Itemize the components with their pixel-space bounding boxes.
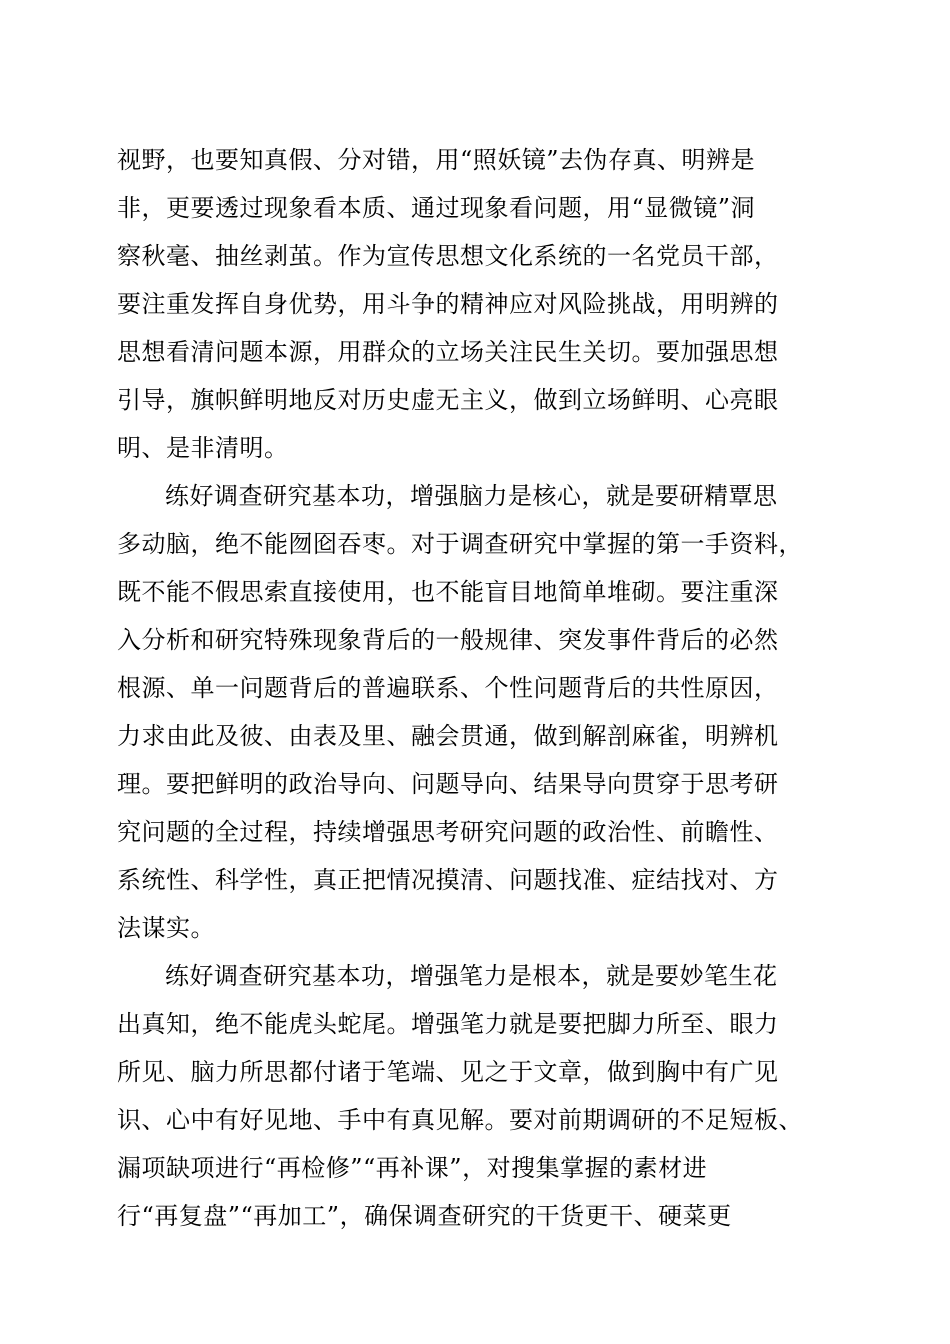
text-line: 识、心中有好见地、手中有真见解。要对前期调研的不足短板、 <box>117 1106 803 1134</box>
text-line: 出真知，绝不能虎头蛇尾。增强笔力就是要把脚力所至、眼力 <box>117 1010 779 1038</box>
text-line: 明、是非清明。 <box>117 434 289 462</box>
text-line: 漏项缺项进行“再检修”“再补课”，对搜集掌握的素材进 <box>117 1154 708 1182</box>
text-line: 入分析和研究特殊现象背后的一般规律、突发事件背后的必然 <box>117 626 779 654</box>
text-line: 根源、单一问题背后的普遍联系、个性问题背后的共性原因， <box>117 674 779 702</box>
text-line: 所见、脑力所思都付诸于笔端、见之于文章，做到胸中有广见 <box>117 1058 779 1086</box>
text-line: 察秋毫、抽丝剥茧。作为宣传思想文化系统的一名党员干部， <box>117 242 779 270</box>
paragraph-first-line: 练好调查研究基本功，增强脑力是核心，就是要研精覃思 <box>165 482 778 510</box>
text-line: 视野，也要知真假、分对错，用“照妖镜”去伪存真、明辨是 <box>117 146 756 174</box>
text-line: 理。要把鲜明的政治导向、问题导向、结果导向贯穿于思考研 <box>117 770 779 798</box>
text-line: 非，更要透过现象看本质、通过现象看问题，用“显微镜”洞 <box>117 194 756 222</box>
text-line: 思想看清问题本源，用群众的立场关注民生关切。要加强思想 <box>117 338 779 366</box>
text-line: 究问题的全过程，持续增强思考研究问题的政治性、前瞻性、 <box>117 818 779 846</box>
text-line: 法谋实。 <box>117 914 215 942</box>
text-line: 既不能不假思索直接使用，也不能盲目地简单堆砌。要注重深 <box>117 578 779 606</box>
text-line: 力求由此及彼、由表及里、融会贯通，做到解剖麻雀，明辨机 <box>117 722 779 750</box>
text-line: 引导，旗帜鲜明地反对历史虚无主义，做到立场鲜明、心亮眼 <box>117 386 779 414</box>
paragraph-first-line: 练好调查研究基本功，增强笔力是根本，就是要妙笔生花 <box>165 962 778 990</box>
text-line: 行“再复盘”“再加工”，确保调查研究的干货更干、硬菜更 <box>117 1202 732 1230</box>
text-line: 系统性、科学性，真正把情况摸清、问题找准、症结找对、方 <box>117 866 779 894</box>
text-line: 要注重发挥自身优势，用斗争的精神应对风险挑战，用明辨的 <box>117 290 779 318</box>
text-line: 多动脑，绝不能囫囵吞枣。对于调查研究中掌握的第一手资料， <box>117 530 803 558</box>
